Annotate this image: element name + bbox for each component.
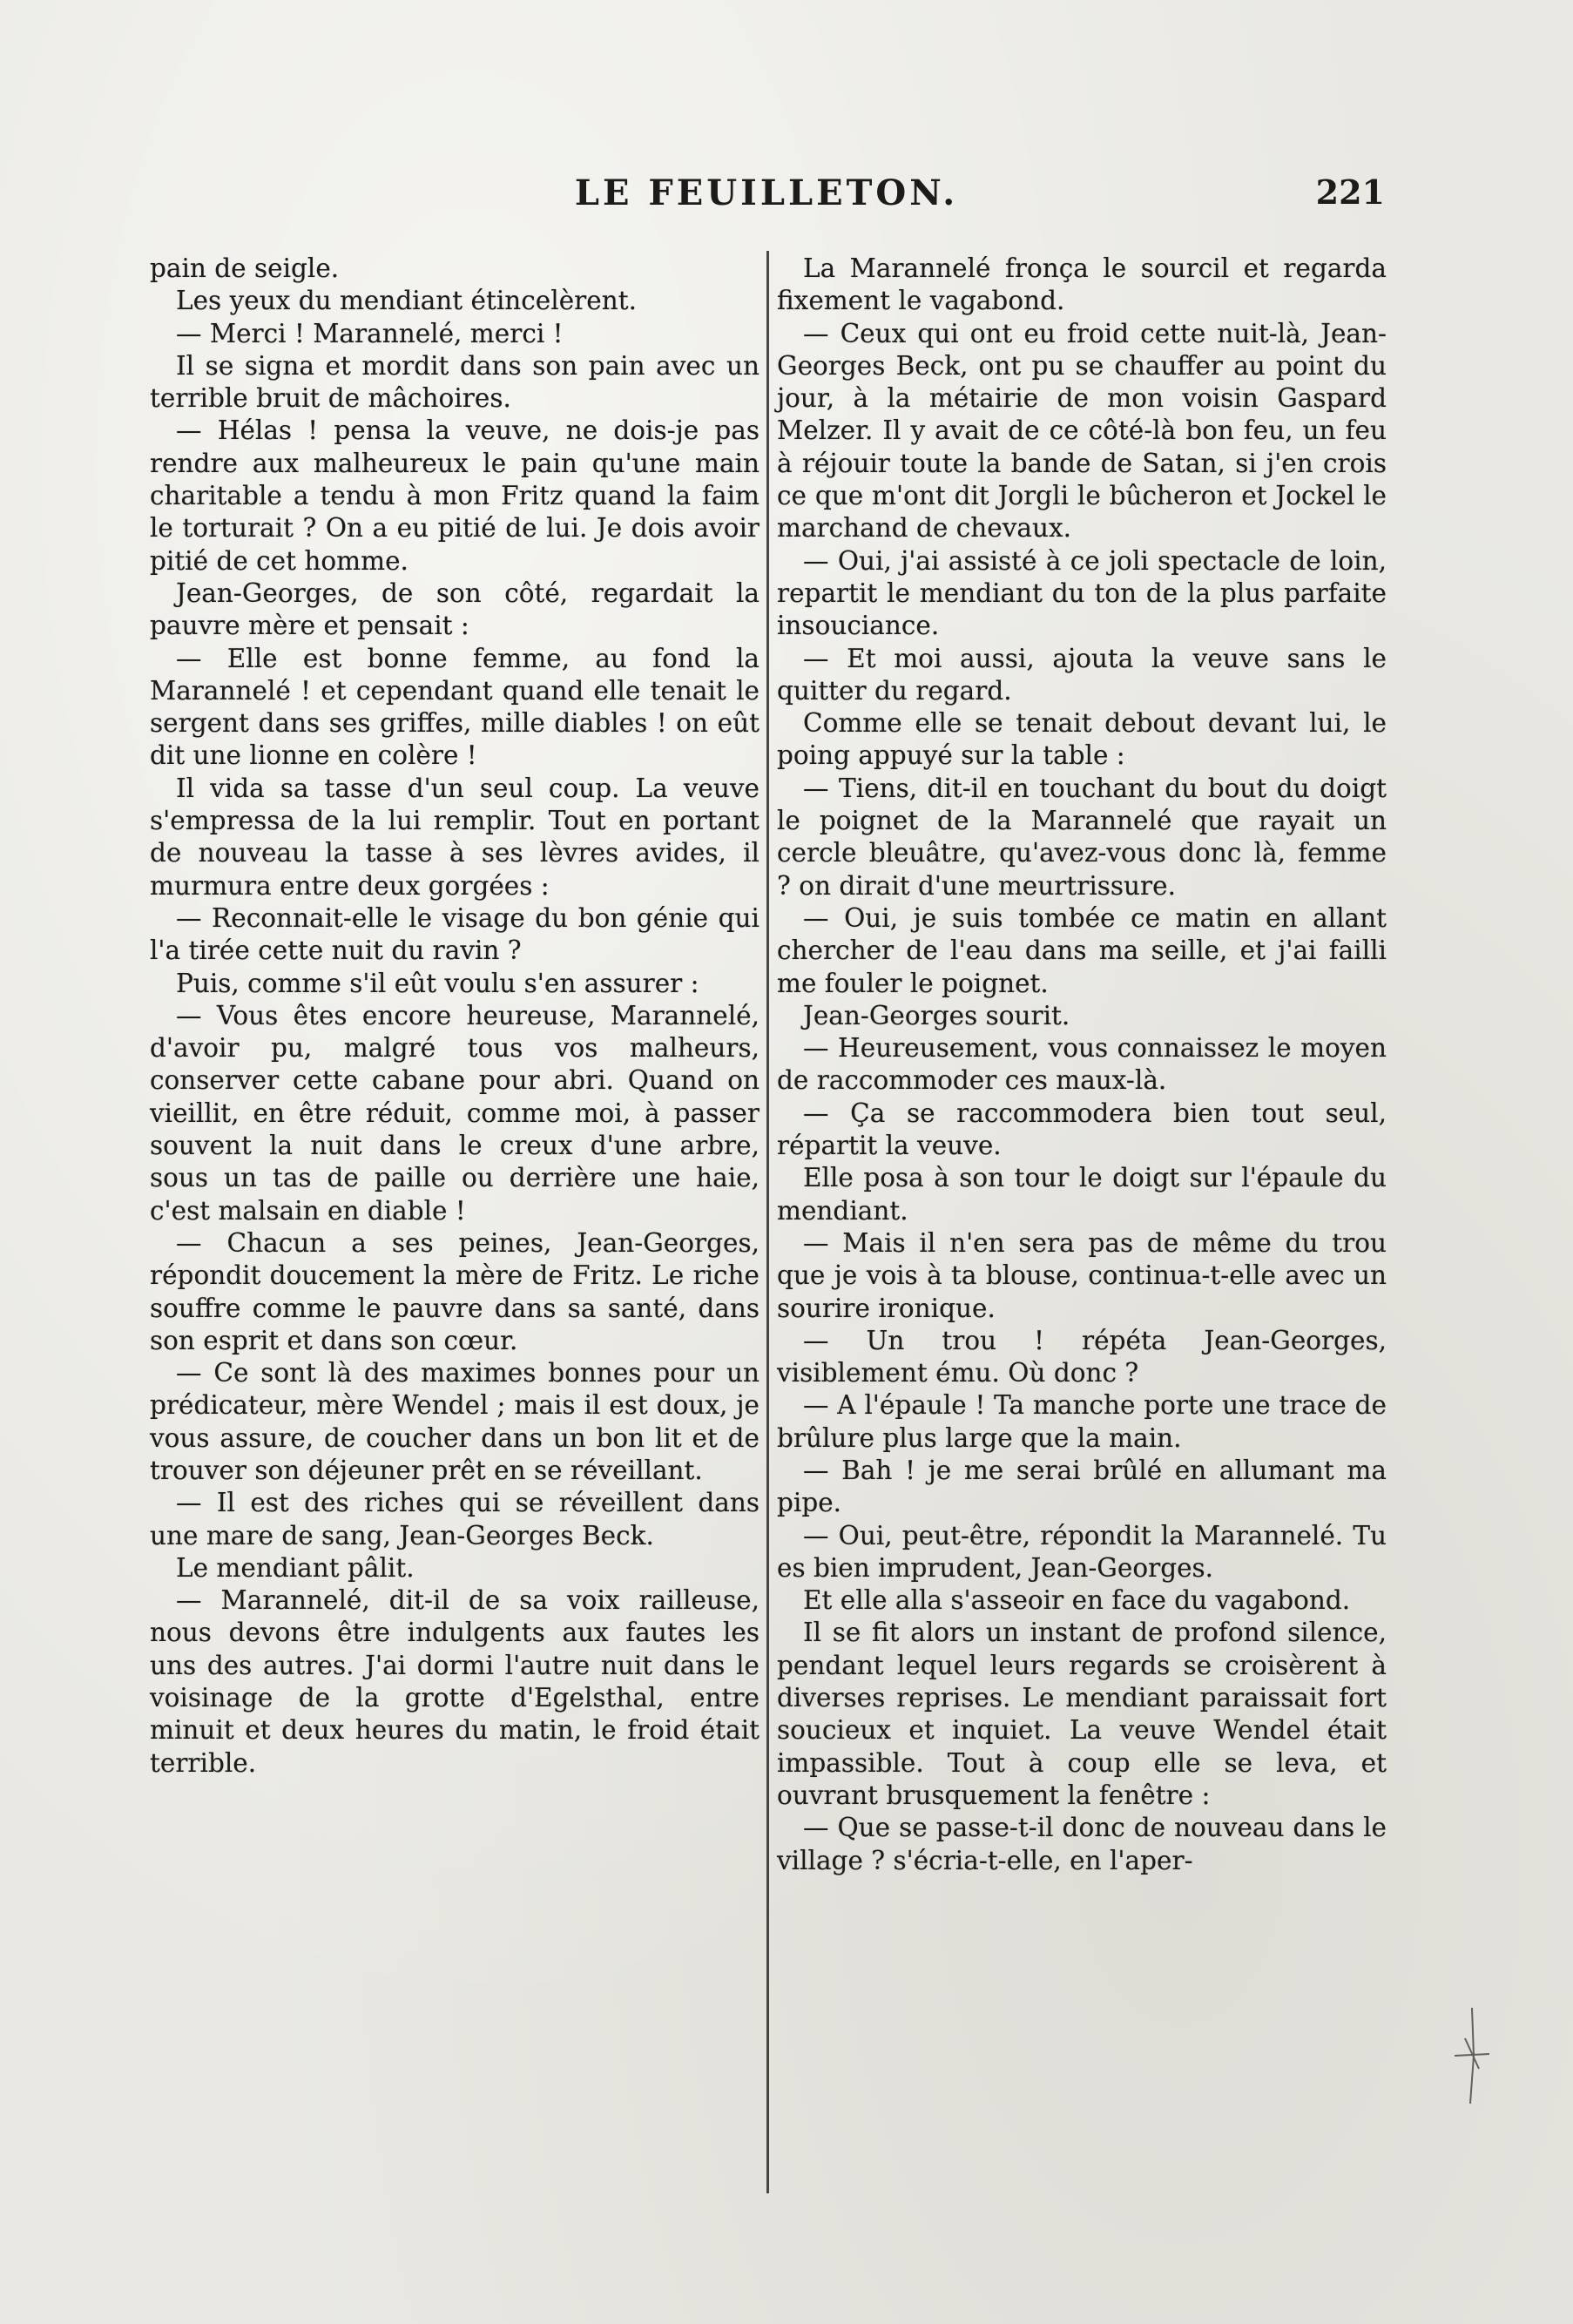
paragraph: — Hélas ! pensa la veuve, ne dois-je pas rendre aux malheureux le pain qu'une main charitable a tendu à mon Fritz quand la faim le torturait ? On a eu pitié de lui. Je dois avoir pitié de cet homme. <box>150 415 759 576</box>
paragraph: — Chacun a ses peines, Jean-Georges, répondit doucement la mère de Fritz. Le riche souffre comme le pauvre dans sa santé, dans son esprit et dans son cœur. <box>150 1227 759 1355</box>
paragraph: Jean-Georges sourit. <box>803 1000 1070 1030</box>
paragraph: — Mais il n'en sera pas de même du trou que je vois à ta blouse, continua-t-elle avec un sourire ironique. <box>777 1227 1387 1323</box>
paragraph: Il se signa et mordit dans son pain avec un terrible bruit de mâchoires. <box>150 350 759 414</box>
paragraph: — Bah ! je me serai brûlé en allumant ma pipe. <box>777 1455 1387 1518</box>
paragraph: — Ce sont là des maximes bonnes pour un prédicateur, mère Wendel ; mais il est doux, je vous assure, de coucher dans un bon lit et de trouver son déjeuner prêt en se réveillant. <box>150 1358 759 1485</box>
paragraph: — Tiens, dit-il en touchant du bout du doigt le poignet de la Marannelé que rayait un cercle bleuâtre, qu'avez-vous donc là, femme ? on dirait d'une meurtrissure. <box>777 773 1387 901</box>
paragraph: Puis, comme s'il eût voulu s'en assurer : <box>176 968 699 998</box>
paragraph: Il se fit alors un instant de profond silence, pendant lequel leurs regards se croisèrent à diverses reprises. Le mendiant paraissait fort soucieux et inquiet. La veuve Wendel était impassible. Tout à coup elle se leva, et ouvrant brusquement la fenêtre : <box>777 1618 1387 1810</box>
paragraph: pain de seigle. <box>150 253 340 283</box>
paragraph: Comme elle se tenait debout devant lui, le poing appuyé sur la table : <box>777 708 1387 771</box>
paragraph: — Il est des riches qui se réveillent dans une mare de sang, Jean-Georges Beck. <box>150 1488 759 1550</box>
paragraph: — Un trou ! répéta Jean-Georges, visiblement ému. Où donc ? <box>777 1325 1387 1388</box>
right-column <box>777 253 1387 2134</box>
paragraph: Il vida sa tasse d'un seul coup. La veuve s'empressa de la lui remplir. Tout en portant de nouveau la tasse à ses lèvres avides, il murmura entre deux gorgées : <box>150 773 759 901</box>
paragraph: — Oui, j'ai assisté à ce joli spectacle de loin, repartit le mendiant du ton de la plus parfaite insouciance. <box>777 545 1387 641</box>
paragraph: — Ça se raccommodera bien tout seul, répartit la veuve. <box>777 1098 1387 1161</box>
paragraph: — Vous êtes encore heureuse, Marannelé, d'avoir pu, malgré tous vos malheurs, conserver cette cabane pour abri. Quand on vieillit, en être réduit, comme moi, à passer souvent la nuit dans le creux d'une arbre, sous un tas de paille ou derrière une haie, c'est malsain en diable ! <box>150 1000 759 1226</box>
paragraph: — Reconnait-elle le visage du bon génie qui l'a tirée cette nuit du ravin ? <box>150 902 759 966</box>
page-header <box>148 172 1385 225</box>
paragraph: La Marannelé fronça le sourcil et regarda fixement le vagabond. <box>777 253 1387 316</box>
page-number: 221 <box>1315 172 1385 212</box>
paragraph: — Merci ! Marannelé, merci ! <box>176 318 564 348</box>
paragraph: Elle posa à son tour le doigt sur l'épaule du mendiant. <box>777 1163 1387 1226</box>
paragraph: — Et moi aussi, ajouta la veuve sans le quitter du regard. <box>777 643 1387 706</box>
paragraph: — Oui, je suis tombée ce matin en allant chercher de l'eau dans ma seille, et j'ai failli me fouler le poignet. <box>777 902 1387 998</box>
margin-ink-mark <box>1446 2003 1498 2108</box>
paragraph: — Ceux qui ont eu froid cette nuit-là, Jean-Georges Beck, ont pu se chauffer au point du jour, à la métairie de mon voisin Gaspard Melzer. Il y avait de ce côté-là bon feu, un feu à réjouir toute la bande de Satan, si j'en crois ce que m'ont dit Jorgli le bûcheron et Jockel le marchand de chevaux. <box>777 318 1387 544</box>
column-divider <box>766 251 769 2193</box>
paragraph: Jean-Georges, de son côté, regardait la pauvre mère et pensait : <box>150 578 759 641</box>
paragraph: — Marannelé, dit-il de sa voix railleuse, nous devons être indulgents aux fautes les uns des autres. J'ai dormi l'autre nuit dans le voisinage de la grotte d'Egelsthal, entre minuit et deux heures du matin, le froid était terrible. <box>150 1585 759 1778</box>
left-column <box>150 253 759 2134</box>
paragraph: — Que se passe-t-il donc de nouveau dans le village ? s'écria-t-elle, en l'aper- <box>777 1813 1387 1875</box>
paragraph: — Elle est bonne femme, au fond la Marannelé ! et cependant quand elle tenait le sergent dans ses griffes, mille diables ! on eût dit une lionne en colère ! <box>150 643 759 771</box>
paragraph: Le mendiant pâlit. <box>176 1552 415 1583</box>
paragraph: Les yeux du mendiant étincelèrent. <box>176 286 637 316</box>
paragraph: Et elle alla s'asseoir en face du vagabond. <box>803 1585 1351 1616</box>
paragraph: — Heureusement, vous connaissez le moyen de raccommoder ces maux-là. <box>777 1033 1387 1096</box>
paragraph: — Oui, peut-être, répondit la Marannelé. Tu es bien imprudent, Jean-Georges. <box>777 1520 1387 1583</box>
paragraph: — A l'épaule ! Ta manche porte une trace de brûlure plus large que la main. <box>777 1390 1387 1453</box>
running-title: LE FEUILLETON. <box>574 172 959 213</box>
